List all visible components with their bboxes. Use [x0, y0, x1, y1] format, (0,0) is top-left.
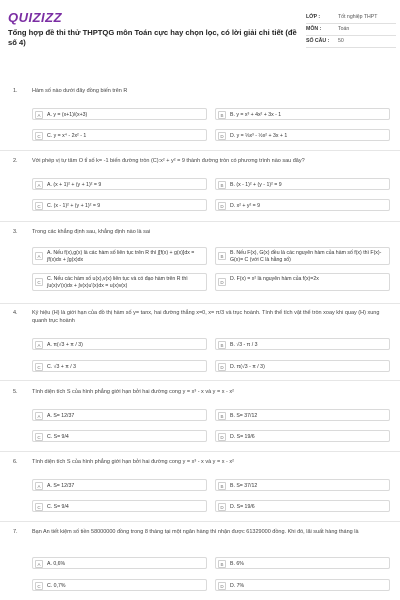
question-count-label: SỐ CÂU : [306, 38, 330, 44]
option-letter: D [218, 363, 226, 371]
option-d[interactable] [215, 129, 390, 141]
option-text: D. S= 19/6 [230, 433, 255, 440]
option-c[interactable] [32, 360, 207, 372]
option-text: B. √3 - π / 3 [230, 341, 258, 348]
option-text: C. S= 9/4 [47, 433, 69, 440]
option-b[interactable] [215, 247, 390, 265]
option-letter: C [35, 278, 43, 286]
option-letter: A [35, 560, 43, 568]
subject-label: MÔN : [306, 26, 322, 32]
option-letter: A [35, 412, 43, 420]
option-letter: D [218, 503, 226, 511]
class-value: Tốt nghiệp THPT [338, 14, 378, 20]
option-text: C. (x - 1)² + (y + 1)² = 9 [47, 202, 101, 209]
option-text: A. π(√3 + π / 3) [47, 341, 83, 348]
option-c[interactable] [32, 500, 207, 512]
option-text: B. y = x³ + 4x² + 3x - 1 [230, 111, 282, 118]
option-d[interactable] [215, 500, 390, 512]
option-text: B. S= 37/12 [230, 412, 258, 419]
subject-value: Toán [338, 26, 350, 32]
option-text: C. y = x⁴ - 2x² - 1 [47, 132, 87, 139]
option-letter: C [35, 363, 43, 371]
option-text: A. S= 12/37 [47, 412, 75, 419]
option-letter: D [218, 433, 226, 441]
option-b[interactable] [215, 338, 390, 350]
question-text: Hàm số nào dưới đây đồng biến trên R [32, 88, 128, 94]
option-text: A. 0,6% [47, 560, 66, 567]
option-d[interactable] [215, 199, 390, 211]
option-c[interactable] [32, 129, 207, 141]
question-divider [0, 521, 400, 522]
option-text: B. (x - 1)² + (y - 1)² = 9 [230, 181, 282, 188]
class-label: LỚP : [306, 14, 321, 20]
option-text: D. π(√3 - π / 3) [230, 363, 265, 370]
question-text: Ký hiệu (H) là giới hạn của đồ thị hàm số y= tanx, hai đường thẳng x=0, x= π/3 và trục hoành. Tính thể tích vật thể tròn xoay khi quay (H) xung quanh trục hoành [32, 310, 380, 324]
option-letter: B [218, 560, 226, 568]
option-b[interactable] [215, 479, 390, 491]
worksheet-title: Tổng hợp đề thi thử THPTQG môn Toán cực hay chọn lọc, có lời giải chi tiết (đề số 4) [8, 28, 297, 47]
option-text: B. 6% [230, 560, 244, 567]
option-text: B. S= 37/12 [230, 482, 258, 489]
option-text: C. Nếu các hàm số u(x),v(x) liên tục và có đạo hàm trên R thì ∫u(x)v'(x)dx + ∫v(x)u'(x)dx = u(x)v(x) [47, 276, 188, 289]
option-text: C. √3 + π / 3 [47, 363, 77, 370]
question-number: 4. [13, 310, 18, 316]
question-text: Trong các khẳng định sau, khẳng định nào là sai [32, 229, 151, 235]
question-divider [0, 451, 400, 452]
option-text: A. S= 12/37 [47, 482, 75, 489]
option-letter: C [35, 202, 43, 210]
question-count-value: 50 [338, 38, 344, 44]
option-c[interactable] [32, 199, 207, 211]
option-letter: D [218, 278, 226, 286]
option-letter: C [35, 582, 43, 590]
question-divider [0, 303, 400, 304]
option-letter: B [218, 341, 226, 349]
option-letter: C [35, 433, 43, 441]
option-a[interactable] [32, 409, 207, 421]
option-a[interactable] [32, 479, 207, 491]
question-divider [0, 380, 400, 381]
option-b[interactable] [215, 557, 390, 569]
question-text: Tính diện tích S của hình phẳng giới hạn bởi hai đường cong y = x³ - x và y = x - x² [32, 389, 234, 395]
question-text: Với phép vị tự tâm O tỉ số k= -1 biến đường tròn (C):x² + y² = 9 thành đường tròn có phương trình nào sau đây? [32, 158, 305, 164]
option-text: A. y = (x+1)/(x+3) [47, 111, 88, 118]
option-a[interactable] [32, 247, 207, 265]
option-letter: C [35, 132, 43, 140]
question-divider [0, 150, 400, 151]
option-text: C. 0,7% [47, 582, 66, 589]
option-letter: B [218, 252, 226, 260]
option-text: D. S= 19/6 [230, 503, 255, 510]
option-a[interactable] [32, 557, 207, 569]
option-text: D. x² + y² = 9 [230, 202, 260, 209]
option-d[interactable] [215, 273, 390, 291]
option-d[interactable] [215, 430, 390, 442]
quizizz-logo: QUIZIZZ [8, 10, 63, 25]
option-text: D. F(x) = x² là nguyên hàm của f(x)=2x [230, 276, 319, 282]
option-letter: B [218, 412, 226, 420]
option-a[interactable] [32, 108, 207, 120]
option-text: A. (x + 1)² + (y + 1)² = 9 [47, 181, 102, 188]
option-letter: A [35, 252, 43, 260]
option-text: C. S= 9/4 [47, 503, 69, 510]
option-letter: B [218, 181, 226, 189]
question-number: 7. [13, 529, 18, 535]
option-text: D. 7% [230, 582, 245, 589]
question-number: 3. [13, 229, 18, 235]
question-number: 5. [13, 389, 18, 395]
question-divider [0, 221, 400, 222]
option-a[interactable] [32, 178, 207, 190]
option-d[interactable] [215, 360, 390, 372]
option-letter: D [218, 202, 226, 210]
option-c[interactable] [32, 273, 207, 291]
worksheet-header [0, 0, 400, 80]
option-text: D. y = ⅓x³ - ½x² + 3x + 1 [230, 132, 288, 139]
option-c[interactable] [32, 430, 207, 442]
option-a[interactable] [32, 338, 207, 350]
option-letter: B [218, 482, 226, 490]
option-letter: A [35, 341, 43, 349]
option-d[interactable] [215, 579, 390, 591]
option-letter: A [35, 181, 43, 189]
option-letter: B [218, 111, 226, 119]
question-text: Tính diện tích S của hình phẳng giới hạn bởi hai đường cong y = x³ - x và y = x - x² [32, 459, 234, 465]
option-letter: A [35, 111, 43, 119]
info-row-count [306, 36, 396, 48]
info-row-class [306, 12, 396, 24]
option-text: A. Nếu f(x),g(x) là các hàm số liên tục trên R thì ∫[f(x) + g(x)]dx = ∫f(x)dx + ∫g(x)dx [47, 250, 195, 263]
option-b[interactable] [215, 409, 390, 421]
question-text: Bạn An tiết kiệm số tiền 58000000 đồng trong 8 tháng tại một ngân hàng thì nhận được 61329000 đồng. Khi đó, lãi suất hàng tháng là [32, 529, 359, 535]
option-letter: C [35, 503, 43, 511]
option-letter: D [218, 132, 226, 140]
option-b[interactable] [215, 108, 390, 120]
option-text: B. Nếu F(x), G(x) đều là các nguyên hàm của hàm số f(x) thì F(x)- G(x)= C (với C là hằng số) [230, 250, 382, 263]
question-number: 2. [13, 158, 18, 164]
info-row-subject [306, 24, 396, 36]
worksheet-info [306, 12, 396, 48]
option-letter: D [218, 582, 226, 590]
question-number: 1. [13, 88, 18, 94]
question-number: 6. [13, 459, 18, 465]
option-c[interactable] [32, 579, 207, 591]
option-letter: A [35, 482, 43, 490]
option-b[interactable] [215, 178, 390, 190]
